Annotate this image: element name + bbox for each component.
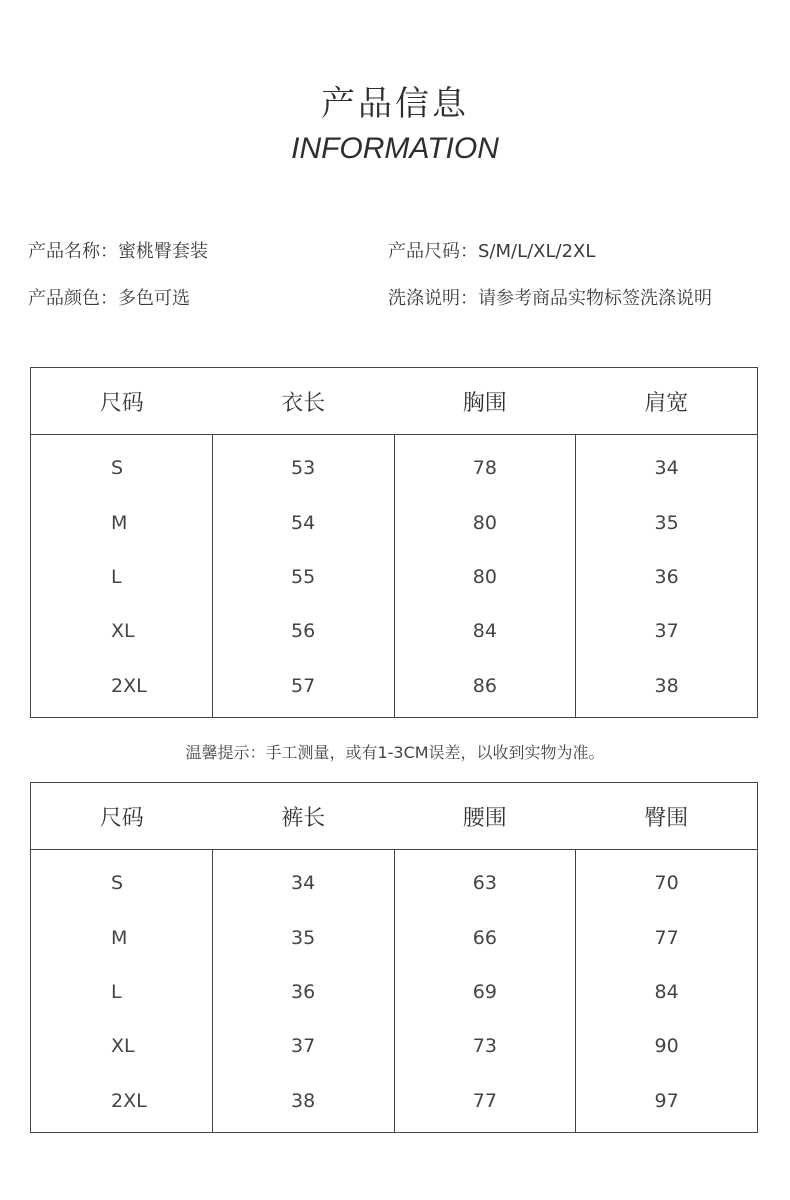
table-cell: S (111, 457, 124, 480)
table-cell: 66 (472, 926, 497, 949)
table-cell: 80 (472, 565, 497, 588)
product-name: 产品名称：蜜桃臀套装 (28, 241, 208, 262)
table-cell: 38 (291, 1089, 316, 1112)
table-cell: 34 (291, 872, 316, 895)
bust-column (395, 435, 577, 717)
shoulder-column (576, 435, 757, 717)
pants-length-column (213, 850, 395, 1132)
header-size: 尺码 (99, 390, 144, 416)
table-cell: 34 (654, 457, 679, 480)
page-title: 产品信息 (321, 84, 469, 124)
size-column (31, 435, 213, 717)
waist-column (395, 850, 577, 1132)
table-cell: L (111, 565, 122, 588)
table-header-row (31, 368, 757, 435)
table-cell: 38 (654, 674, 679, 697)
table-cell: 70 (654, 872, 679, 895)
bottom-size-table (30, 782, 758, 1133)
table-cell: 57 (291, 674, 316, 697)
table-cell: 84 (654, 980, 679, 1003)
table-cell: 77 (472, 1089, 497, 1112)
table-cell: 69 (472, 980, 497, 1003)
length-column (213, 435, 395, 717)
hip-column (576, 850, 757, 1132)
wash-instructions: 洗涤说明：请参考商品实物标签洗涤说明 (388, 288, 712, 309)
table-cell: 36 (291, 980, 316, 1003)
top-size-table (30, 367, 758, 718)
header-bust: 胸围 (462, 390, 507, 416)
header-hip: 臀围 (644, 805, 689, 831)
header-size: 尺码 (99, 805, 144, 831)
header-length: 衣长 (281, 390, 326, 416)
table-cell: 37 (654, 620, 679, 643)
table-cell: M (111, 511, 128, 534)
table-cell: 56 (291, 620, 316, 643)
table-cell: 53 (291, 457, 316, 480)
table-cell: 73 (472, 1035, 497, 1058)
product-colors: 产品颜色：多色可选 (28, 288, 190, 309)
header-waist: 腰围 (462, 805, 507, 831)
table-header-row (31, 783, 757, 850)
table-cell: 84 (472, 620, 497, 643)
table-cell: 80 (472, 511, 497, 534)
table-cell: 36 (654, 565, 679, 588)
table-cell: 77 (654, 926, 679, 949)
table-cell: 90 (654, 1035, 679, 1058)
table-cell: 2XL (111, 1089, 147, 1112)
table-cell: S (111, 872, 124, 895)
header-shoulder: 肩宽 (644, 390, 689, 416)
measurement-note: 温馨提示：手工测量，或有1-3CM误差，以收到实物为准。 (185, 743, 605, 762)
table-cell: 35 (654, 511, 679, 534)
table-cell: XL (111, 620, 135, 643)
size-column (31, 850, 213, 1132)
table-cell: 78 (472, 457, 497, 480)
table-cell: 86 (472, 674, 497, 697)
header-pants-length: 裤长 (281, 805, 326, 831)
table-cell: 54 (291, 511, 316, 534)
page-subtitle: INFORMATION (291, 132, 499, 165)
table-cell: 35 (291, 926, 316, 949)
table-cell: 55 (291, 565, 316, 588)
table-cell: XL (111, 1035, 135, 1058)
table-cell: 37 (291, 1035, 316, 1058)
table-cell: L (111, 980, 122, 1003)
product-sizes: 产品尺码：S/M/L/XL/2XL (388, 241, 596, 262)
table-cell: 2XL (111, 674, 147, 697)
table-cell: 63 (472, 872, 497, 895)
table-cell: M (111, 926, 128, 949)
table-cell: 97 (654, 1089, 679, 1112)
